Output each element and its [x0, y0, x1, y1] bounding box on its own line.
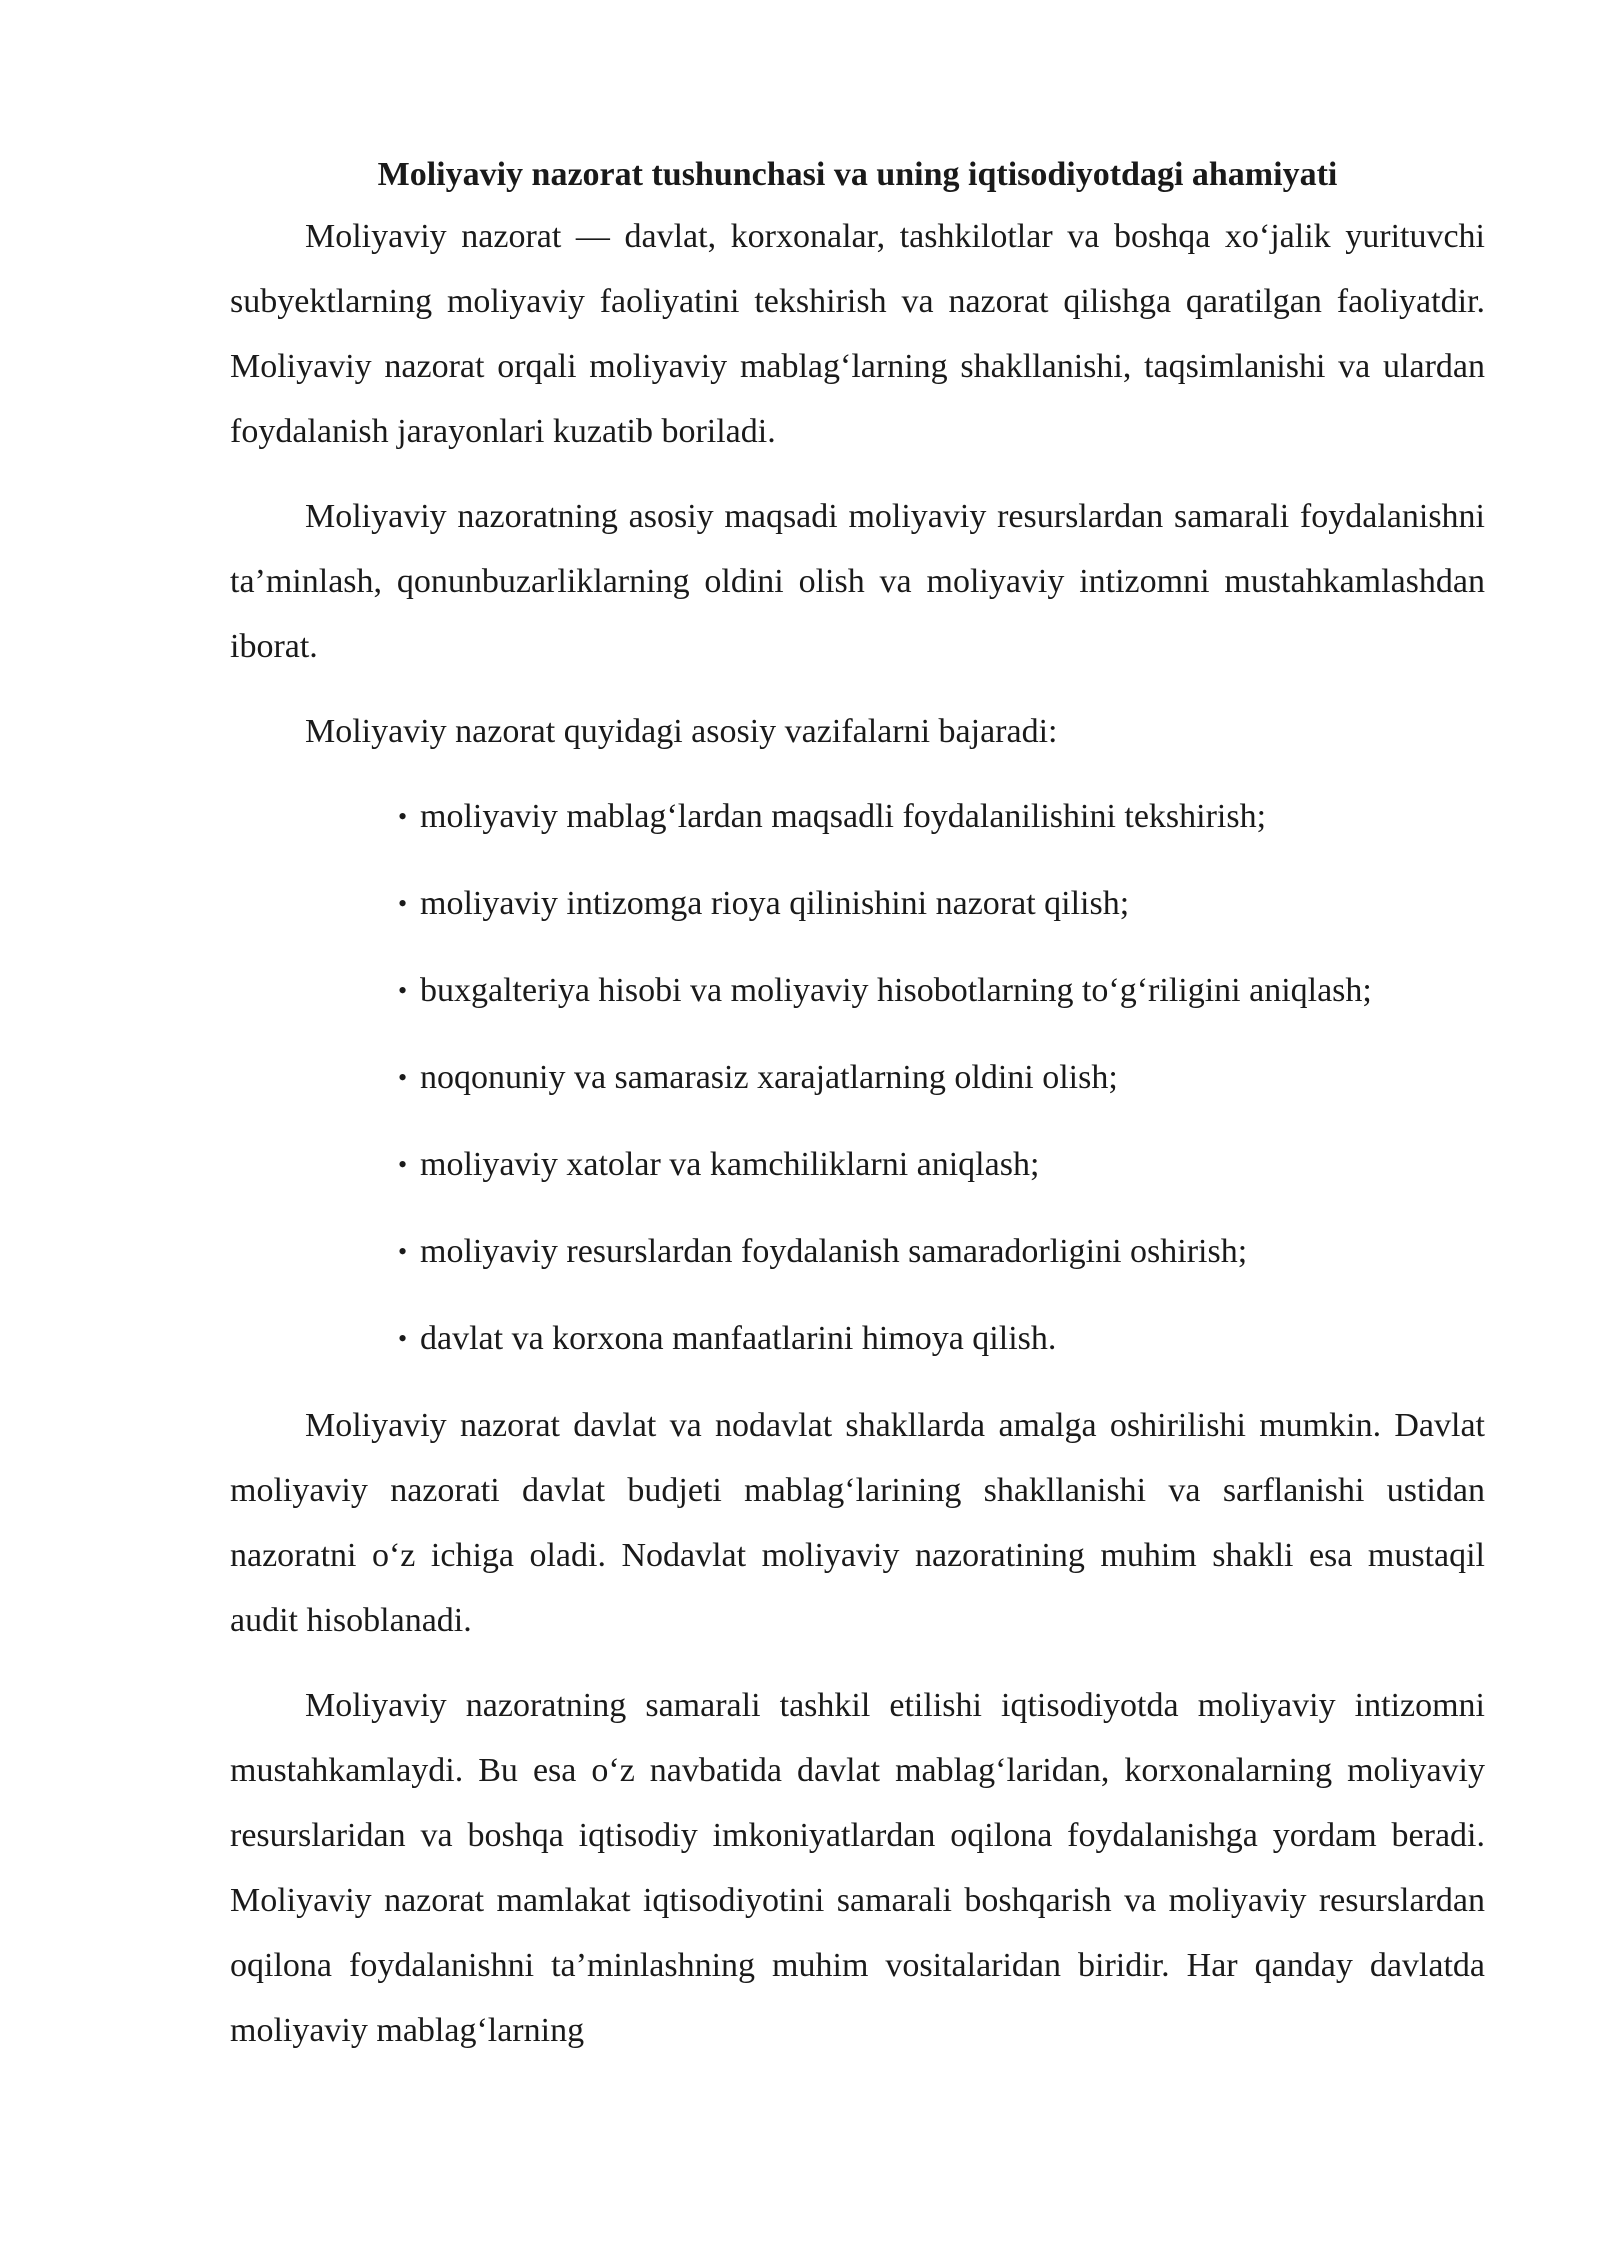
document-title: Moliyaviy nazorat tushunchasi va uning iqtisodiyotdagi ahamiyati — [377, 156, 1338, 193]
list-item-text: noqonuniy va samarasiz xarajatlarning oldini olish; — [420, 1059, 1118, 1096]
paragraph-purpose: Moliyaviy nazoratning asosiy maqsadi moliyaviy resurslardan samarali foydalanishni ta’minlash, qonunbuzarliklarning oldini olish va moliyaviy intizomni mustahkamlashdan iborat. — [230, 498, 1485, 665]
list-item-text: moliyaviy xatolar va kamchiliklarni aniqlash; — [420, 1146, 1040, 1183]
bullet-icon: • — [398, 802, 408, 831]
list-item — [398, 1306, 1485, 1371]
list-item-text: moliyaviy mablag‘lardan maqsadli foydalanilishini tekshirish; — [420, 798, 1267, 835]
bullet-icon: • — [398, 1063, 408, 1092]
list-item — [398, 871, 1485, 936]
bullet-icon: • — [398, 1237, 408, 1266]
bullet-icon: • — [398, 1150, 408, 1179]
bullet-icon: • — [398, 889, 408, 918]
list-item-text: buxgalteriya hisobi va moliyaviy hisobotlarning to‘g‘riligini aniqlash; — [420, 972, 1372, 1009]
paragraph-definition: Moliyaviy nazorat — davlat, korxonalar, tashkilotlar va boshqa xo‘jalik yurituvchi subyektlarning moliyaviy faoliyatini tekshirish va nazorat qilishga qaratilgan faoliyatdir. Moliyaviy nazorat orqali moliyaviy mablag‘larning shakllanishi, taqsimlanishi va ulardan foydalanish jarayonlari kuzatib boriladi. — [230, 218, 1485, 450]
paragraph-forms: Moliyaviy nazorat davlat va nodavlat shakllarda amalga oshirilishi mumkin. Davlat moliyaviy nazorati davlat budjeti mablag‘larining shakllanishi va sarflanishi ustidan nazoratni o‘z ichiga oladi. Nodavlat moliyaviy nazoratining muhim shakli esa mustaqil audit hisoblanadi. — [230, 1407, 1485, 1639]
list-intro: Moliyaviy nazorat quyidagi asosiy vazifalarni bajaradi: — [305, 713, 1058, 750]
list-item-text: davlat va korxona manfaatlarini himoya qilish. — [420, 1320, 1057, 1357]
list-item-text: moliyaviy resurslardan foydalanish samaradorligini oshirish; — [420, 1233, 1248, 1270]
bullet-icon: • — [398, 976, 408, 1005]
list-item — [398, 784, 1485, 849]
bullet-icon: • — [398, 1324, 408, 1353]
list-item — [398, 1219, 1485, 1284]
list-item — [398, 958, 1485, 1023]
list-item-text: moliyaviy intizomga rioya qilinishini nazorat qilish; — [420, 885, 1130, 922]
list-item — [398, 1132, 1485, 1197]
paragraph-importance: Moliyaviy nazoratning samarali tashkil etilishi iqtisodiyotda moliyaviy intizomni mustahkamlaydi. Bu esa o‘z navbatida davlat mablag‘laridan, korxonalarning moliyaviy resurslaridan va boshqa iqtisodiy imkoniyatlardan oqilona foydalanishga yordam beradi. Moliyaviy nazorat mamlakat iqtisodiyotini samarali boshqarish va moliyaviy resurslardan oqilona foydalanishni ta’minlashning muhim vositalaridan biridir. Har qanday davlatda moliyaviy mablag‘larning — [230, 1687, 1485, 2049]
tasks-list — [230, 784, 1485, 1371]
list-item — [398, 1045, 1485, 1110]
